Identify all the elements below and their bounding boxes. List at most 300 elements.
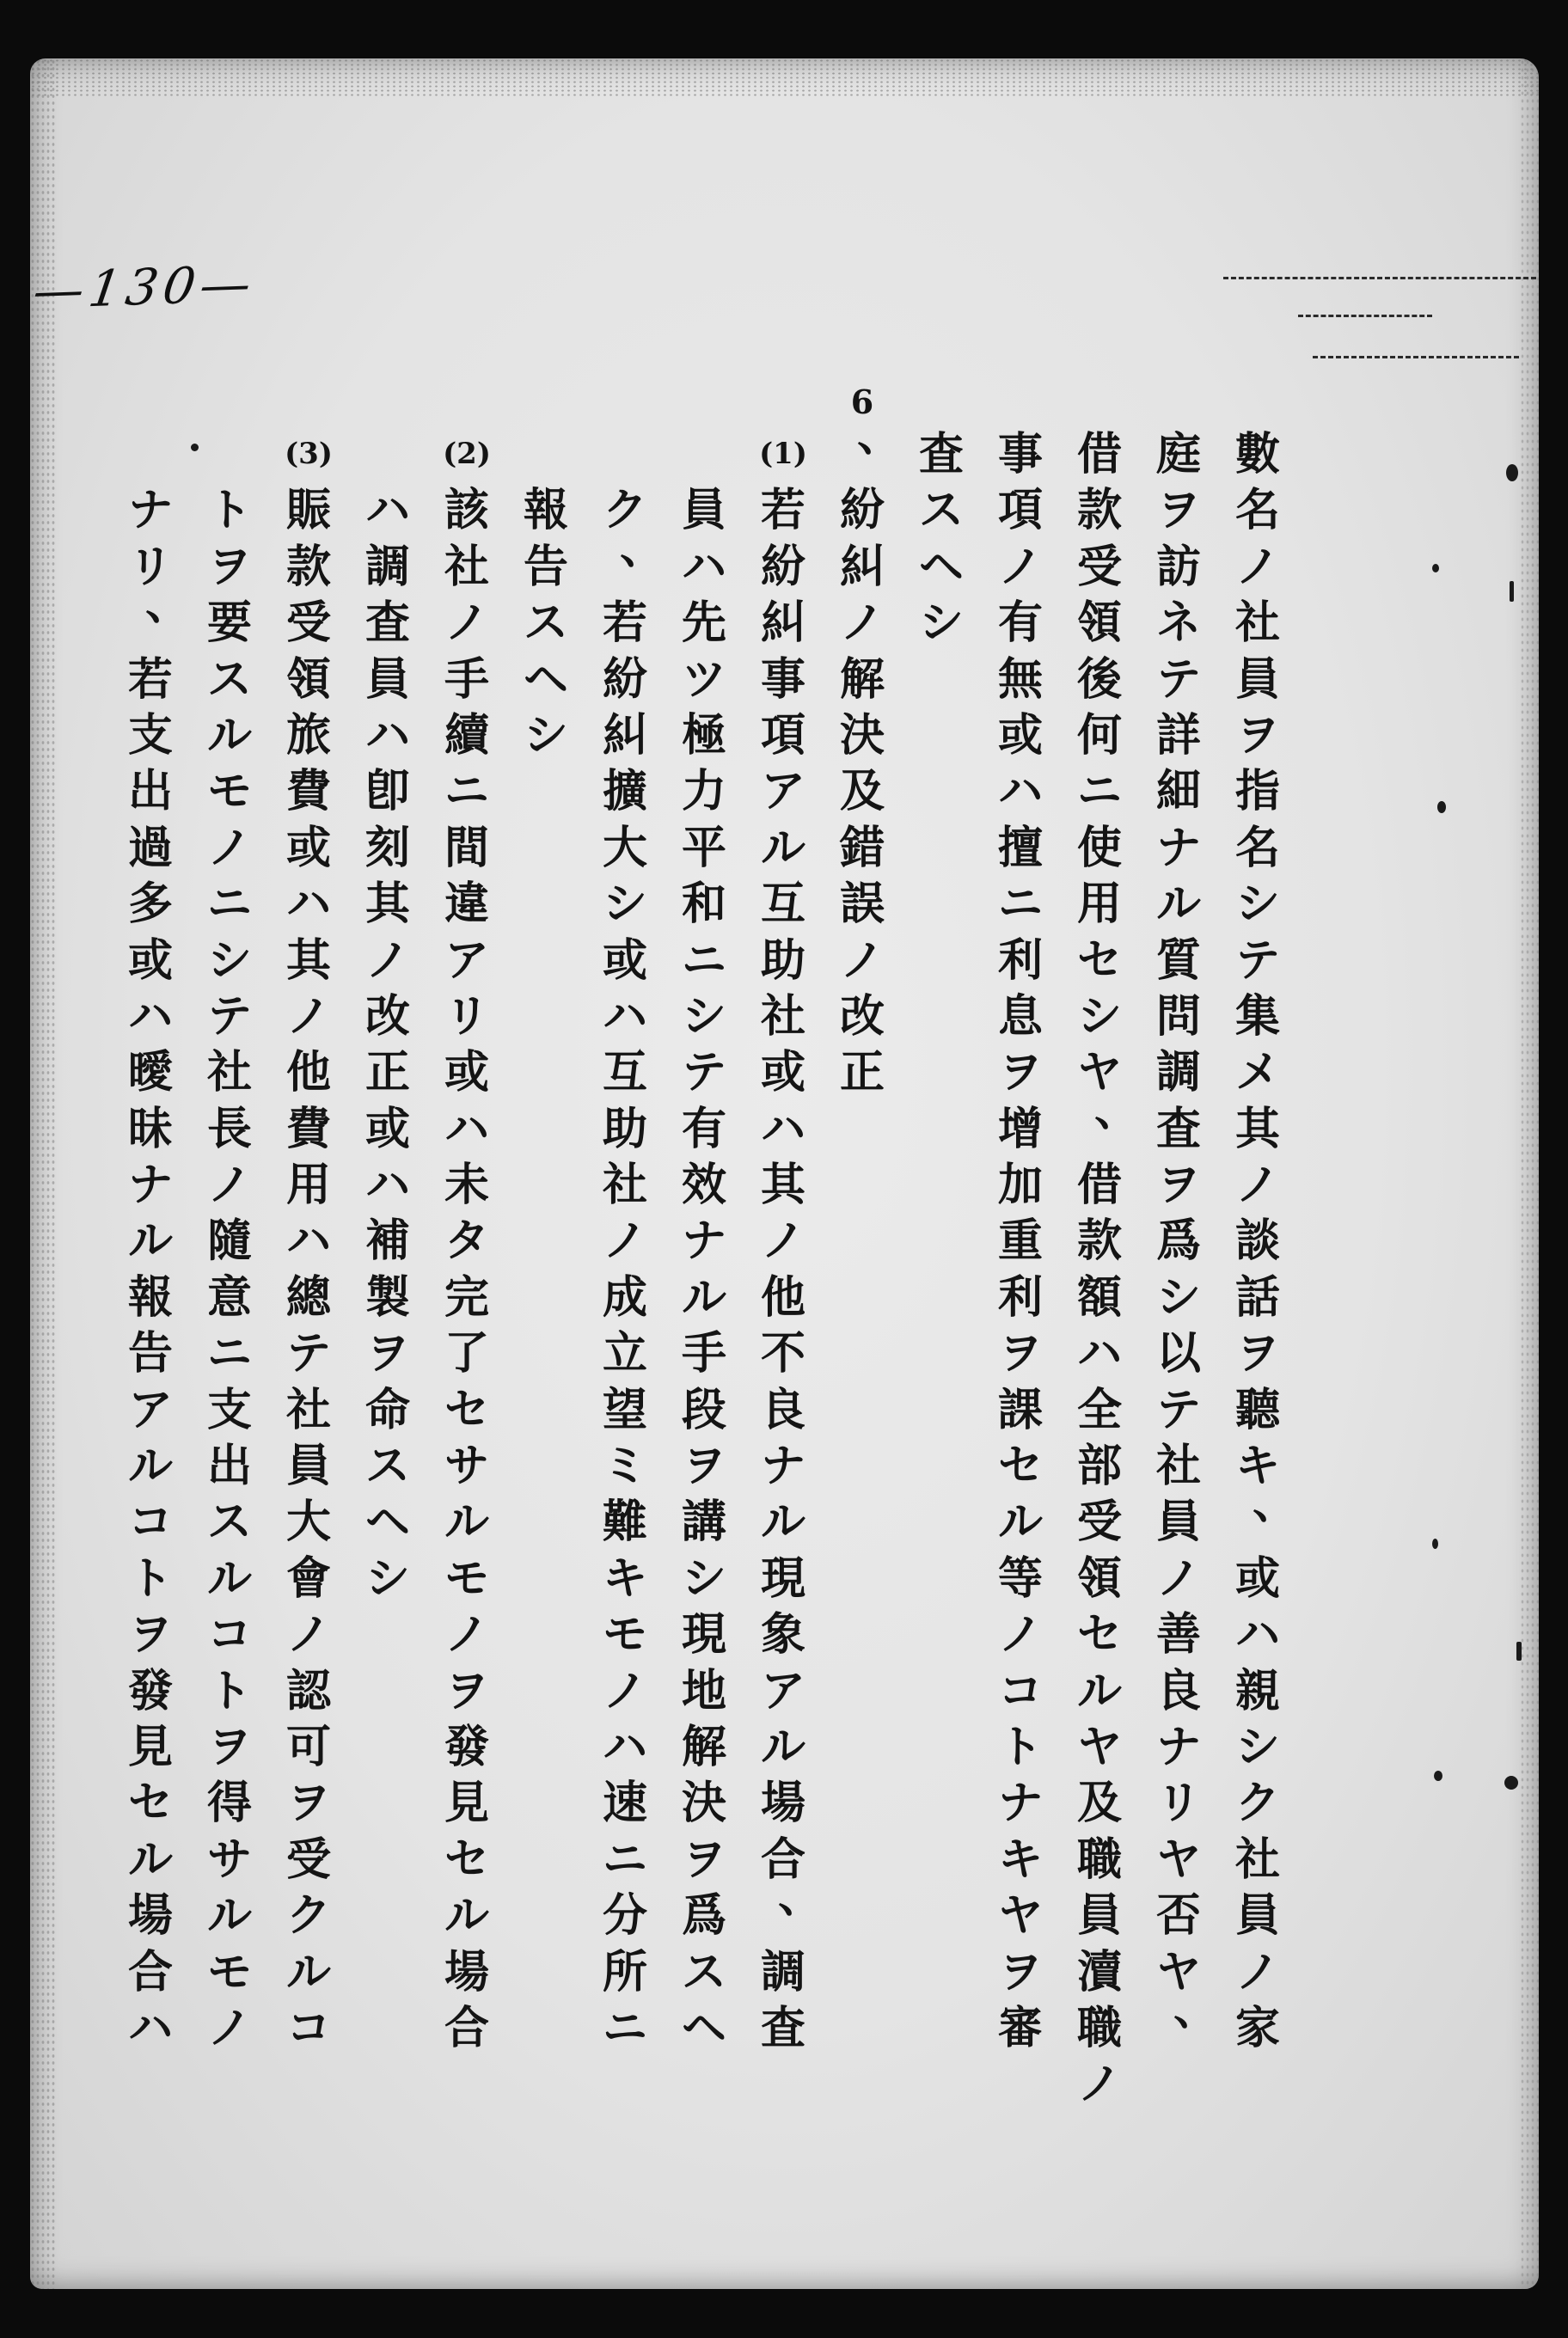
character: ル (1076, 1664, 1122, 1717)
character: ノ (997, 1608, 1043, 1662)
character: 報 (127, 1270, 173, 1324)
character: コ (206, 1608, 252, 1662)
character: ヤ (1155, 1833, 1201, 1886)
character: 發 (444, 1720, 489, 1773)
section-title (835, 409, 902, 1101)
item-number: (3) (285, 437, 333, 471)
character: 或 (1234, 1552, 1280, 1605)
text-column (993, 426, 1048, 2056)
character: 續 (444, 708, 489, 762)
character: 出 (206, 1440, 252, 1493)
character: テ (285, 1327, 331, 1380)
character: テ (206, 989, 252, 1043)
character: 段 (681, 1383, 726, 1436)
character: ス (681, 1945, 726, 1998)
character: 爲 (681, 1889, 726, 1943)
character: ヲ (997, 1945, 1043, 1998)
character: 認 (285, 1664, 331, 1717)
character: 不 (760, 1327, 805, 1380)
character: ノ (285, 989, 331, 1043)
character: 意 (206, 1270, 252, 1324)
ink-mark (1432, 564, 1439, 572)
character: 現 (760, 1552, 805, 1605)
character: ヤ (997, 1889, 1043, 1943)
character: ヲ (206, 540, 252, 593)
character: 場 (444, 1945, 489, 1998)
character: 、 (1173, 1982, 1218, 2035)
character: ル (681, 1270, 726, 1324)
paper-edge-texture (30, 58, 56, 2289)
character: 重 (997, 1215, 1043, 1268)
character: 旅 (285, 708, 331, 762)
character: 數 (1234, 428, 1280, 480)
character: 場 (760, 1777, 805, 1830)
character: 用 (1076, 878, 1122, 931)
text-column (518, 482, 573, 763)
character: ネ (1155, 597, 1201, 650)
character: 領 (285, 652, 331, 706)
character: セ (997, 1440, 1043, 1493)
character: 告 (523, 540, 568, 593)
character: 違 (444, 878, 489, 931)
character: 力 (681, 765, 726, 818)
character: 及 (839, 765, 885, 818)
character: 望 (602, 1383, 647, 1436)
text-column (202, 482, 257, 2056)
character: 調 (1155, 1046, 1201, 1099)
character: ル (206, 1552, 252, 1605)
character: ノ (1076, 2058, 1122, 2111)
character: ル (127, 1440, 173, 1493)
character: 未 (444, 1159, 489, 1212)
character: 合 (127, 1945, 173, 1998)
character: 無 (997, 652, 1043, 706)
character: 補 (364, 1215, 410, 1268)
character: シ (1076, 989, 1122, 1043)
character: ス (364, 1440, 410, 1493)
character: 互 (602, 1046, 647, 1099)
character: ハ (1234, 1608, 1280, 1662)
character: 員 (364, 652, 410, 706)
text-column (123, 482, 190, 2056)
character: 紛 (839, 484, 885, 537)
character: ト (127, 1552, 173, 1605)
character: 平 (681, 821, 726, 874)
character: 及 (1076, 1777, 1122, 1830)
character: ハ (127, 2001, 173, 2054)
character: 使 (1076, 821, 1122, 874)
text-column (756, 482, 823, 2056)
pencil-scratch (1298, 315, 1432, 317)
character: 問 (1155, 989, 1201, 1043)
character: ノ (206, 821, 252, 874)
character: 增 (997, 1102, 1043, 1155)
character: シ (206, 933, 252, 987)
character: 項 (760, 708, 805, 762)
character: 談 (1234, 1215, 1280, 1268)
character: サ (444, 1440, 489, 1493)
character: 擅 (997, 821, 1043, 874)
character: 親 (1234, 1664, 1280, 1717)
character: 了 (444, 1327, 489, 1380)
character: 息 (997, 989, 1043, 1043)
ink-mark (191, 444, 199, 451)
item-number: (1) (759, 437, 807, 471)
character: 善 (1155, 1608, 1201, 1662)
character: 解 (839, 652, 885, 706)
text-column (360, 482, 415, 1607)
character: 爲 (1155, 1215, 1201, 1268)
paper-edge-texture (1520, 58, 1539, 2289)
character: ハ (681, 540, 726, 593)
character: 總 (285, 1270, 331, 1324)
character: モ (206, 765, 252, 818)
character: 調 (364, 540, 410, 593)
character: 過 (127, 821, 173, 874)
character: ス (523, 597, 568, 650)
character: ヤ (1076, 1046, 1122, 1099)
character: 正 (839, 1046, 885, 1099)
character: ナ (127, 484, 173, 537)
character: ヲ (681, 1440, 726, 1493)
character: ヲ (127, 1608, 173, 1662)
character: 款 (1076, 1215, 1122, 1268)
character: ノ (1234, 1945, 1280, 1998)
character: 長 (206, 1102, 252, 1155)
character: 告 (127, 1327, 173, 1380)
text-column (1151, 426, 1218, 2056)
character: 何 (1076, 708, 1122, 762)
character: 、 (144, 578, 190, 631)
character: 正 (364, 1046, 410, 1099)
character: 事 (760, 652, 805, 706)
character: ハ (602, 989, 647, 1043)
character: ニ (444, 765, 489, 818)
character: ヲ (364, 1327, 410, 1380)
character: 間 (444, 821, 489, 874)
character: 額 (1076, 1270, 1122, 1324)
character: 或 (997, 708, 1043, 762)
character: 費 (285, 1102, 331, 1155)
text-column (1072, 426, 1139, 2113)
character: ヲ (1234, 708, 1280, 762)
character: 訪 (1155, 540, 1201, 593)
character: 、 (1093, 1083, 1139, 1136)
character: 員 (1076, 1889, 1122, 1943)
character: シ (681, 1552, 726, 1605)
character: ニ (681, 933, 726, 987)
character: シ (681, 989, 726, 1043)
character: 曖 (127, 1046, 173, 1099)
character: ノ (839, 933, 885, 987)
character: 場 (127, 1889, 173, 1943)
character: ノ (285, 1608, 331, 1662)
character: ハ (285, 1215, 331, 1268)
character: ヘ (523, 652, 568, 706)
character: シ (602, 878, 647, 931)
character: 用 (285, 1159, 331, 1212)
character: 或 (760, 1046, 805, 1099)
character: 瀆 (1076, 1945, 1122, 1998)
character: ア (760, 765, 805, 818)
character: テ (1155, 652, 1201, 706)
character: 借 (1076, 1159, 1122, 1212)
character: 手 (681, 1327, 726, 1380)
character: 等 (997, 1552, 1043, 1605)
character: 有 (997, 597, 1043, 650)
character: 、 (777, 1870, 823, 1924)
character: 賑 (285, 484, 331, 537)
character: ニ (1076, 765, 1122, 818)
character: 講 (681, 1496, 726, 1549)
character: ル (760, 821, 805, 874)
character: 員 (285, 1440, 331, 1493)
character: ル (997, 1496, 1043, 1549)
character: 受 (1076, 1496, 1122, 1549)
character: 可 (285, 1720, 331, 1773)
character: 以 (1155, 1327, 1201, 1380)
character: テ (1155, 1383, 1201, 1436)
character: 社 (602, 1159, 647, 1212)
character: 職 (1076, 2001, 1122, 2054)
character: 改 (364, 989, 410, 1043)
character: ノ (1234, 1159, 1280, 1212)
text-column (597, 482, 665, 2056)
character: ト (206, 1664, 252, 1717)
character: ハ (997, 765, 1043, 818)
text-column (281, 482, 336, 2056)
character: 或 (285, 821, 331, 874)
character: 隨 (206, 1215, 252, 1268)
character: ク (285, 1889, 331, 1943)
character: 或 (602, 933, 647, 987)
text-column (1230, 426, 1297, 2056)
character: 款 (1076, 484, 1122, 537)
character: 改 (839, 989, 885, 1043)
character: ク (602, 484, 647, 537)
character: 分 (602, 1889, 647, 1943)
character: シ (1234, 1720, 1280, 1773)
character: シ (918, 597, 964, 650)
character: 完 (444, 1270, 489, 1324)
character: 誤 (839, 878, 885, 931)
character: ナ (127, 1159, 173, 1212)
character: ノ (206, 2001, 252, 2054)
character: コ (127, 1496, 173, 1549)
character: ナ (760, 1440, 805, 1493)
character: ナ (997, 1777, 1043, 1830)
character: 和 (681, 878, 726, 931)
character: 效 (681, 1159, 726, 1212)
page-number: —130— (29, 254, 260, 321)
character: 象 (760, 1608, 805, 1662)
character: 極 (681, 708, 726, 762)
character: 紛 (602, 652, 647, 706)
character: 査 (918, 428, 964, 480)
character: ハ (285, 878, 331, 931)
character: ヤ (1076, 1720, 1122, 1773)
character: 受 (285, 1833, 331, 1886)
character: リ (444, 989, 489, 1043)
character: 出 (127, 765, 173, 818)
character: 合 (444, 2001, 489, 2054)
character: ル (444, 1496, 489, 1549)
character: 指 (1234, 765, 1280, 818)
character: 借 (1076, 428, 1122, 480)
character: ノ (997, 540, 1043, 593)
character: セ (444, 1833, 489, 1886)
character: 集 (1234, 989, 1280, 1043)
character: ノ (1155, 1552, 1201, 1605)
text-column (677, 482, 732, 2056)
character: 刻 (364, 821, 410, 874)
character: 査 (760, 2001, 805, 2054)
character: ハ (602, 1720, 647, 1773)
pencil-scratch (1313, 356, 1519, 358)
character: 否 (1155, 1889, 1201, 1943)
character: ス (206, 1496, 252, 1549)
character: 支 (206, 1383, 252, 1436)
character: ハ (364, 1159, 410, 1212)
character: 決 (839, 708, 885, 762)
character: 解 (681, 1720, 726, 1773)
character: 領 (1076, 597, 1122, 650)
character: 糾 (760, 597, 805, 650)
character: キ (997, 1833, 1043, 1886)
character: ヲ (681, 1833, 726, 1886)
character: 、 (1252, 1477, 1297, 1530)
character: 會 (285, 1552, 331, 1605)
character: 、 (619, 521, 665, 574)
character: 員 (681, 484, 726, 537)
character: 社 (1234, 1833, 1280, 1886)
character: ノ (839, 597, 885, 650)
character: 良 (1155, 1664, 1201, 1717)
character: 該 (444, 484, 489, 537)
character: モ (444, 1552, 489, 1605)
character: 利 (997, 933, 1043, 987)
pencil-scratch (1223, 277, 1536, 279)
character: 名 (1234, 484, 1280, 537)
character: ニ (206, 1327, 252, 1380)
character: 助 (760, 933, 805, 987)
character: 査 (364, 597, 410, 650)
character: ハ (364, 708, 410, 762)
character: ヤ (1155, 1945, 1201, 1998)
character: シ (1155, 1270, 1201, 1324)
character: ル (206, 708, 252, 762)
character: 其 (760, 1159, 805, 1212)
character: ノ (760, 1215, 805, 1268)
character: ナ (1155, 1720, 1201, 1773)
character: テ (681, 1046, 726, 1099)
character: 昧 (127, 1102, 173, 1155)
character: 、 (856, 409, 902, 462)
character: ノ (444, 597, 489, 650)
character: ヘ (364, 1496, 410, 1549)
character: ス (206, 652, 252, 706)
character: 加 (997, 1159, 1043, 1212)
character: 良 (760, 1383, 805, 1436)
character: ニ (602, 1833, 647, 1886)
character: 社 (1155, 1440, 1201, 1493)
character: キ (602, 1552, 647, 1605)
character: 職 (1076, 1833, 1122, 1886)
character: ト (206, 484, 252, 537)
character: 成 (602, 1270, 647, 1324)
character: 受 (1076, 540, 1122, 593)
character: 卽 (364, 765, 410, 818)
character: 家 (1234, 2001, 1280, 2054)
character: ハ (760, 1102, 805, 1155)
character: ミ (602, 1440, 647, 1493)
character: 報 (523, 484, 568, 537)
text-column (914, 426, 969, 652)
character: コ (997, 1664, 1043, 1717)
character: 若 (127, 652, 173, 706)
ink-mark (1510, 581, 1514, 602)
character: 審 (997, 2001, 1043, 2054)
ink-mark (1506, 464, 1518, 481)
ink-mark (1504, 1776, 1518, 1790)
character: 領 (1076, 1552, 1122, 1605)
character: ヲ (1234, 1327, 1280, 1380)
character: モ (602, 1608, 647, 1662)
character: 社 (444, 540, 489, 593)
character: 先 (681, 597, 726, 650)
character: ト (997, 1720, 1043, 1773)
item-number: (2) (443, 437, 491, 471)
character: セ (1076, 1608, 1122, 1662)
character: ル (444, 1889, 489, 1943)
character: キ (1234, 1440, 1280, 1493)
character: コ (285, 2001, 331, 2054)
character: 速 (602, 1777, 647, 1830)
character: 合 (760, 1833, 805, 1886)
character: ツ (681, 652, 726, 706)
character: ナ (1155, 821, 1201, 874)
character: 他 (285, 1046, 331, 1099)
character: ル (206, 1889, 252, 1943)
paper-edge-texture (30, 58, 1539, 98)
character: 事 (997, 428, 1043, 480)
character: 項 (997, 484, 1043, 537)
character: メ (1234, 1046, 1280, 1099)
character: ノ (602, 1664, 647, 1717)
character: 立 (602, 1327, 647, 1380)
character: リ (1155, 1777, 1201, 1830)
character: 款 (285, 540, 331, 593)
character: 互 (760, 878, 805, 931)
character: ヲ (997, 1327, 1043, 1380)
character: セ (1076, 933, 1122, 987)
section-number: 6 (850, 383, 874, 421)
character: 擴 (602, 765, 647, 818)
character: タ (444, 1215, 489, 1268)
character: ニ (997, 878, 1043, 931)
ink-mark (1516, 1642, 1522, 1661)
character: 社 (1234, 597, 1280, 650)
ink-mark (1434, 1771, 1442, 1781)
character: ヲ (285, 1777, 331, 1830)
character: 全 (1076, 1383, 1122, 1436)
character: 庭 (1155, 428, 1201, 480)
character: シ (1234, 878, 1280, 931)
character: ア (127, 1383, 173, 1436)
character: リ (127, 540, 173, 593)
character: ニ (206, 878, 252, 931)
character: 手 (444, 652, 489, 706)
